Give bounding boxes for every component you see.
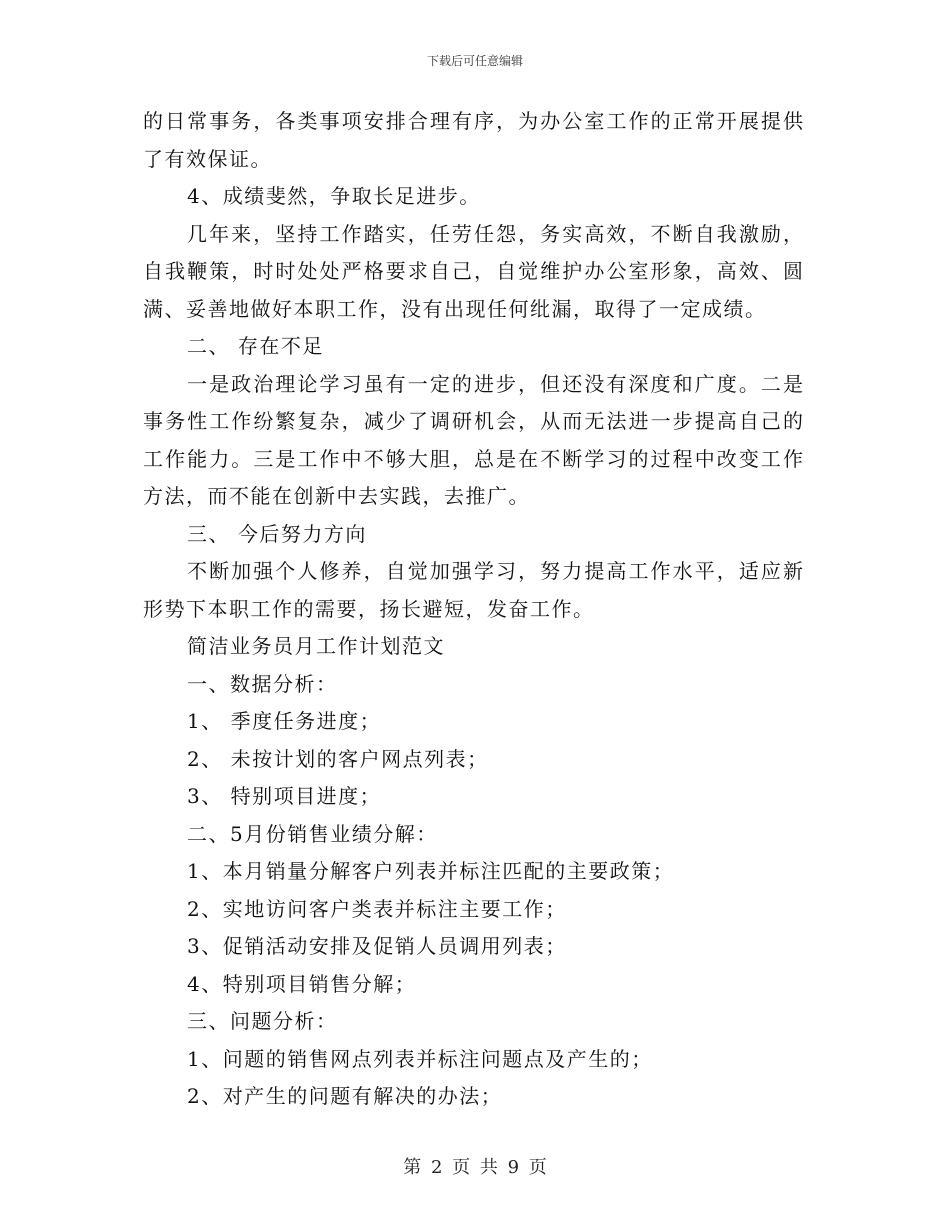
list-item: 1、问题的销售网点列表并标注问题点及产生的； — [187, 1046, 653, 1071]
paragraph-line: 形势下本职工作的需要，扬长避短，发奋工作。 — [143, 596, 595, 621]
paragraph-line: 事务性工作纷繁复杂，减少了调研机会，从而无法进一步提高自己的 — [143, 409, 803, 433]
paragraph-line: 了有效保证。 — [143, 146, 272, 171]
paragraph-line: 自我鞭策，时时处处严格要求自己，自觉维护办公室形象，高效、圆 — [143, 259, 803, 283]
page-header: 下载后可任意编辑 — [426, 54, 523, 68]
document-subtitle: 简洁业务员月工作计划范文 — [187, 634, 445, 658]
list-item: 2、 未按计划的客户网点列表； — [187, 746, 489, 771]
section-heading: 二、5月份销售业绩分解： — [187, 821, 438, 846]
document-body — [143, 103, 803, 1116]
paragraph-line: 不断加强个人修养，自觉加强学习，努力提高工作水平，适应新 — [187, 559, 803, 583]
paragraph-line: 满、妥善地做好本职工作，没有出现任何纰漏，取得了一定成绩。 — [143, 296, 767, 321]
section-heading: 一、数据分析： — [187, 671, 338, 696]
paragraph-line: 工作能力。三是工作中不够大胆，总是在不断学习的过程中改变工作 — [143, 446, 803, 471]
list-item: 1、 季度任务进度； — [187, 709, 382, 733]
list-item: 3、 特别项目进度； — [187, 784, 382, 808]
section-heading: 二、 存在不足 — [187, 334, 324, 358]
paragraph-line: 方法，而不能在创新中去实践，去推广。 — [143, 484, 530, 508]
section-heading: 三、 今后努力方向 — [187, 521, 367, 546]
paragraph-line: 的日常事务，各类事项安排合理有序，为办公室工作的正常开展提供 — [143, 109, 803, 133]
paragraph-line: 一是政治理论学习虽有一定的进步，但还没有深度和广度。二是 — [187, 371, 803, 396]
list-item: 2、对产生的问题有解决的办法； — [187, 1084, 503, 1108]
list-item: 4、特别项目销售分解； — [187, 971, 417, 996]
section-heading: 三、问题分析： — [187, 1009, 338, 1033]
list-item: 3、促销活动安排及促销人员调用列表； — [187, 934, 567, 958]
page-number: 第 2 页 共 9 页 — [403, 1157, 547, 1178]
section-heading: 4、成绩斐然，争取长足进步。 — [187, 184, 481, 208]
list-item: 2、实地访问客户类表并标注主要工作； — [187, 896, 567, 921]
paragraph-line: 几年来，坚持工作踏实，任劳任怨，务实高效，不断自我激励， — [187, 221, 803, 246]
list-item: 1、本月销量分解客户列表并标注匹配的主要政策； — [187, 859, 675, 883]
